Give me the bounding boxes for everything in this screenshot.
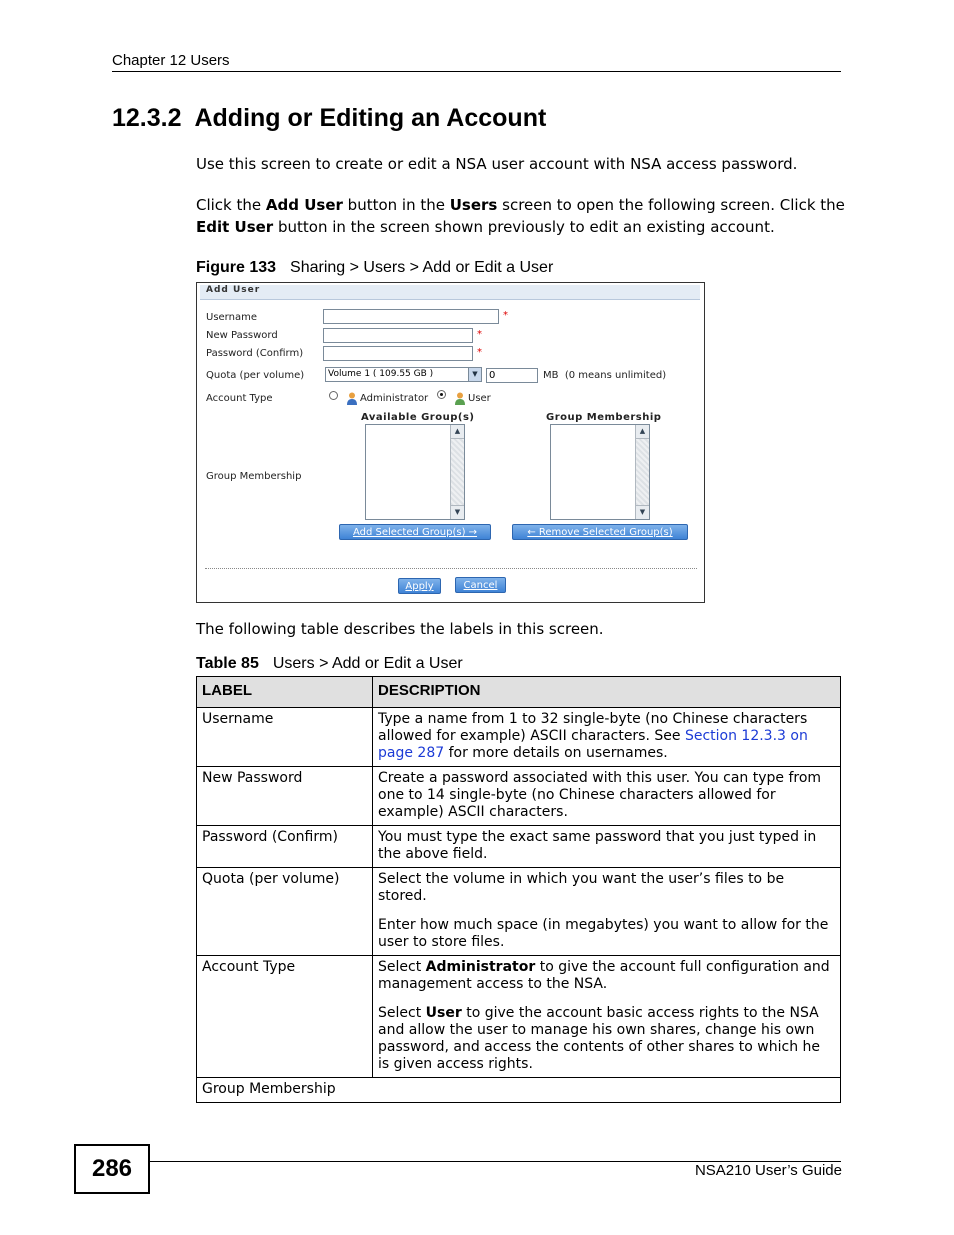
table-caption-text: Users > Add or Edit a User	[272, 655, 463, 672]
user-option-label: User	[468, 393, 491, 404]
required-mark: *	[477, 329, 482, 340]
quota-size-input[interactable]: 0	[486, 368, 538, 383]
group-membership-list[interactable]	[550, 424, 650, 520]
table-row	[197, 956, 841, 1078]
text-run: Select	[378, 1005, 426, 1021]
scroll-down-icon[interactable]: ▼	[636, 505, 649, 519]
table-intro: The following table describes the labels in this screen.	[196, 620, 604, 638]
administrator-icon	[346, 392, 358, 405]
table-row	[197, 708, 841, 767]
cancel-button[interactable]: Cancel	[455, 577, 506, 593]
table-row	[197, 826, 841, 868]
figure-label: Figure 133	[196, 259, 277, 276]
add-selected-groups-button[interactable]: Add Selected Group(s) →	[339, 524, 491, 540]
table-label: Table 85	[196, 655, 259, 672]
apply-button[interactable]: Apply	[398, 578, 441, 594]
account-type-label: Account Type	[206, 393, 273, 404]
remove-selected-groups-button[interactable]: ← Remove Selected Group(s)	[512, 524, 688, 540]
table-caption	[196, 655, 463, 673]
username-label: Username	[206, 312, 257, 323]
label-description-table	[196, 676, 841, 1103]
administrator-radio[interactable]	[329, 391, 338, 400]
row-label: Account Type	[197, 956, 373, 1078]
text-run: for more details on usernames.	[444, 745, 668, 761]
quota-unit-note: MB (0 means unlimited)	[543, 370, 667, 381]
panel-title: Add User	[206, 285, 261, 295]
row-label: Quota (per volume)	[197, 868, 373, 956]
new-password-label: New Password	[206, 330, 278, 341]
quota-volume-value: Volume 1 ( 109.55 GB )	[328, 369, 434, 379]
administrator-option-label: Administrator	[360, 393, 429, 404]
available-groups-list[interactable]	[365, 424, 465, 520]
user-icon	[454, 392, 466, 405]
divider	[205, 568, 697, 569]
text-run: Type a name from 1 to 32 single-byte (no Chinese characters allowed for example) ASCII characters. See	[378, 711, 808, 744]
column-header-label: LABEL	[197, 677, 373, 708]
dropdown-arrow-icon[interactable]: ▼	[468, 368, 481, 381]
row-label: Group Membership	[197, 1078, 841, 1103]
password-confirm-label: Password (Confirm)	[206, 348, 304, 359]
user-radio[interactable]	[437, 390, 446, 399]
scrollbar[interactable]	[450, 425, 464, 519]
row-description	[373, 708, 841, 767]
row-label: New Password	[197, 767, 373, 826]
text-run: to give the account full configuration and management access to the NSA.	[378, 959, 830, 992]
cross-reference-link[interactable]: Section 12.3.3 on page 287	[378, 728, 808, 761]
figure-caption-text: Sharing > Users > Add or Edit a User	[290, 259, 554, 276]
quota-label: Quota (per volume)	[206, 370, 305, 381]
text-run: Click the	[196, 196, 266, 214]
panel-header	[200, 285, 700, 300]
description-paragraph	[378, 1005, 835, 1073]
row-description: You must type the exact same password that you just typed in the above field.	[373, 826, 841, 868]
bold-term: Administrator	[425, 959, 536, 975]
footer-guide-title: NSA210 User’s Guide	[694, 1162, 842, 1179]
bold-term: Edit User	[196, 218, 274, 236]
password-confirm-input[interactable]	[323, 346, 473, 361]
header-rule	[112, 71, 841, 72]
group-membership-list-title: Group Membership	[546, 412, 662, 423]
description-paragraph: Enter how much space (in megabytes) you want to allow for the user to store files.	[378, 917, 829, 950]
text-run: screen to open the following screen. Click the	[497, 196, 845, 214]
row-label: Username	[197, 708, 373, 767]
username-input[interactable]	[323, 309, 499, 324]
bold-term: Users	[449, 196, 498, 214]
scrollbar[interactable]	[635, 425, 649, 519]
table-row	[197, 1078, 841, 1103]
bold-term: Add User	[265, 196, 343, 214]
required-mark: *	[503, 310, 508, 321]
new-password-input[interactable]	[323, 328, 473, 343]
required-mark: *	[477, 347, 482, 358]
description-paragraph	[378, 959, 835, 993]
text-run: to give the account basic access rights to the NSA and allow the user to manage his own shares, change his own password, and access the contents of other shares to which he is given access rights.	[378, 1005, 821, 1072]
add-user-screenshot	[196, 282, 705, 603]
section-title: 12.3.2 Adding or Editing an Account	[112, 104, 547, 132]
text-run: Select	[378, 959, 426, 975]
running-header-chapter: Chapter 12 Users	[112, 52, 230, 69]
text-run: button in the screen shown previously to edit an existing account.	[273, 218, 775, 236]
table-header-row	[197, 677, 841, 708]
bold-term: User	[425, 1005, 462, 1021]
row-label: Password (Confirm)	[197, 826, 373, 868]
row-description: Create a password associated with this user. You can type from one to 14 single-byte (no Chinese characters allowed for example) ASCII characters.	[373, 767, 841, 826]
table-row	[197, 868, 841, 956]
group-membership-label: Group Membership	[206, 471, 302, 482]
scroll-up-icon[interactable]: ▲	[636, 425, 649, 439]
column-header-description: DESCRIPTION	[373, 677, 841, 708]
scroll-down-icon[interactable]: ▼	[451, 505, 464, 519]
table-row	[197, 767, 841, 826]
scroll-up-icon[interactable]: ▲	[451, 425, 464, 439]
figure-caption	[196, 259, 553, 277]
text-run: button in the	[342, 196, 450, 214]
intro-paragraph-2	[196, 194, 846, 238]
description-paragraph: Select the volume in which you want the user’s files to be stored.	[378, 871, 785, 904]
quota-volume-select[interactable]	[325, 367, 482, 382]
row-description	[373, 956, 841, 1078]
page-number: 286	[74, 1144, 150, 1194]
row-description	[373, 868, 841, 956]
available-groups-title: Available Group(s)	[361, 412, 475, 423]
intro-paragraph-1: Use this screen to create or edit a NSA user account with NSA access password.	[196, 155, 798, 173]
